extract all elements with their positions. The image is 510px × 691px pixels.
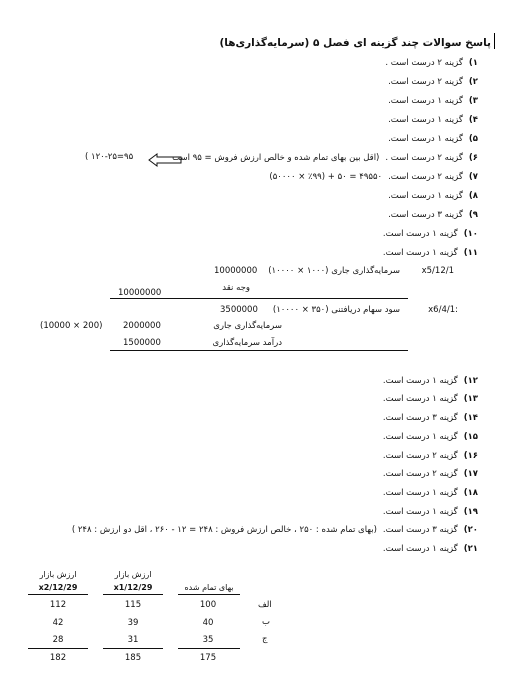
question-2: ۲)گزینه ۲ درست است. <box>388 77 478 87</box>
question-14: ۱۴)گزینه ۳ درست است. <box>382 413 478 423</box>
journal-1-debit-amount: 10000000 <box>214 266 258 276</box>
table-cell: 115 <box>124 600 142 610</box>
table-header-rule-2 <box>103 594 163 595</box>
question-9: ۹)گزینه ۳ درست است. <box>388 210 478 220</box>
table-header-market-value-1-date: x1/12/29 <box>113 583 153 592</box>
journal-2-credit1-amount: 2000000 <box>123 321 161 331</box>
table-total-rule-2 <box>103 648 163 649</box>
journal-2-credit1-label: سرمایه‌گذاری جاری <box>213 321 282 331</box>
table-cell: 100 <box>199 600 217 610</box>
journal-2-credit2-label: درآمد سرمایه‌گذاری <box>212 338 282 348</box>
table-total-rule-3 <box>178 648 240 649</box>
question-21: ۲۱)گزینه ۱ درست است. <box>382 544 478 554</box>
question-12: ۱۲)گزینه ۱ درست است. <box>382 376 478 386</box>
table-header-market-value-2-date: x2/12/29 <box>38 583 78 592</box>
journal-2-date: x6/4/1: <box>428 305 458 315</box>
question-7: ۷)گزینه ۲ درست است.۴۹۵۵۰ = ۵۰ + (۹۹٪ × ۵۰۰۰۰) <box>269 172 478 182</box>
journal-1-credit-label: وجه نقد <box>222 283 250 293</box>
journal-1-debit-label: سرمایه‌گذاری جاری (۱۰۰۰ × ۱۰۰۰۰) <box>268 266 400 276</box>
journal-1-credit-amount: 10000000 <box>118 288 162 298</box>
journal-2-debit-amount: 3500000 <box>220 305 258 315</box>
question-13: ۱۳)گزینه ۱ درست است. <box>382 394 478 404</box>
question-6-side-note: ( ۱۲۰-۲۵=۹۵ <box>85 152 134 162</box>
table-cell: 35 <box>202 635 214 645</box>
table-total-cell: 175 <box>199 653 217 663</box>
table-row-label: ج <box>262 634 268 644</box>
question-4: ۴)گزینه ۱ درست است. <box>388 115 478 125</box>
question-5: ۵)گزینه ۱ درست است. <box>388 134 478 144</box>
left-arrow-icon <box>148 153 182 167</box>
question-19: ۱۹)گزینه ۱ درست است. <box>382 507 478 517</box>
table-total-cell: 185 <box>124 653 142 663</box>
table-row-label: ب <box>262 617 271 627</box>
table-cell: 40 <box>202 618 214 628</box>
journal-1-separator <box>110 298 408 299</box>
journal-1-date: x5/12/1 <box>421 266 454 276</box>
journal-2-separator <box>110 350 408 351</box>
table-header-cost: بهای تمام شده <box>184 583 234 592</box>
question-15: ۱۵)گزینه ۱ درست است. <box>382 432 478 442</box>
table-header-rule-3 <box>178 594 240 595</box>
question-11: ۱۱)گزینه ۱ درست است. <box>382 248 478 258</box>
question-8: ۸)گزینه ۱ درست است. <box>388 191 478 201</box>
table-total-cell: 182 <box>49 653 67 663</box>
table-header-market-value-2: ارزش بازار <box>39 570 77 579</box>
question-10: ۱۰)گزینه ۱ درست است. <box>382 229 478 239</box>
question-18: ۱۸)گزینه ۱ درست است. <box>382 488 478 498</box>
journal-2-credit2-amount: 1500000 <box>123 338 161 348</box>
question-1: ۱)گزینه ۲ درست است . <box>385 58 478 68</box>
table-header-market-value-1: ارزش بازار <box>114 570 152 579</box>
table-cell: 112 <box>49 600 67 610</box>
table-row-label: الف <box>258 600 272 610</box>
journal-2-debit-label: سود سهام دریافتنی (۳۵۰ × ۱۰۰۰۰) <box>272 305 400 315</box>
table-total-rule-1 <box>28 648 88 649</box>
question-3: ۳)گزینه ۱ درست است. <box>388 96 478 106</box>
table-header-rule-1 <box>28 594 88 595</box>
table-cell: 28 <box>52 635 64 645</box>
text-cursor <box>494 33 495 49</box>
question-17: ۱۷)گزینه ۲ درست است. <box>382 469 478 479</box>
table-cell: 39 <box>127 618 139 628</box>
table-cell: 42 <box>52 618 64 628</box>
journal-2-credit-calc: (10000 × 200) <box>40 321 103 331</box>
page-title: پاسخ سوالات چند گزینه ای فصل ۵ (سرمایه‌گذاری‌ها) <box>219 37 491 49</box>
question-20: ۲۰)گزینه ۳ درست است.(بهای تمام شده : ۲۵۰ ، خالص ارزش فروش : ۲۴۸ = ۱۲ - ۲۶۰ ، اقل دو ارزش : ۲۴۸ ) <box>71 525 478 535</box>
table-cell: 31 <box>127 635 139 645</box>
question-6: ۶)گزینه ۲ درست است .(اقل بین بهای تمام شده و خالص ارزش فروش = ۹۵ است <box>172 153 478 163</box>
question-16: ۱۶)گزینه ۲ درست است. <box>382 451 478 461</box>
